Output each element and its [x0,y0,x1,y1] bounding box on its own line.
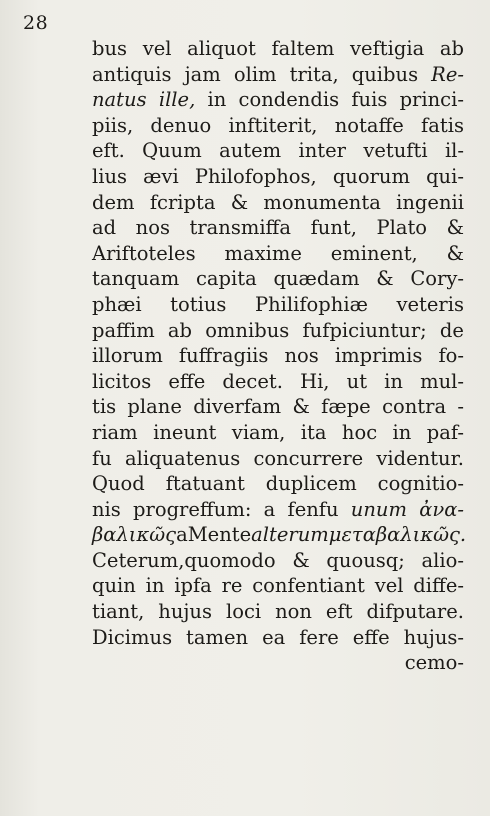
word: vel [142,37,172,60]
word: ita [300,420,327,444]
word: ad [92,216,117,240]
word: maxime [224,241,302,265]
word: Quod [92,472,145,496]
word: de [439,318,464,342]
word: eminent, [330,241,418,265]
word: in [384,369,403,393]
word: paf- [426,420,464,444]
word: concurrere [253,446,364,470]
word: ut [346,369,368,393]
word: unum [350,497,407,521]
word: ineunt [153,420,217,444]
text-line [92,62,464,88]
text-line [92,573,464,599]
word: ftatuant [165,472,245,496]
word: licitos [92,369,152,393]
text-line [92,138,464,164]
word: a [176,523,188,547]
word: progreffum: [133,497,252,521]
word: inftiterit, [228,113,318,137]
word: ἀνα- [419,497,464,521]
word: & [446,241,464,265]
word: ea [262,625,286,649]
word: duplicem [265,472,357,496]
word: totius [170,292,227,316]
word: tiant, [92,600,145,624]
word: a [263,497,276,521]
text-line [92,394,464,420]
word: denuo [150,113,212,137]
word: princi- [399,88,464,112]
word: decet. [222,369,283,393]
word: loci [225,600,262,624]
word: & [292,548,310,572]
word: veteris [396,292,464,316]
word: Ceterum,quomodo [92,548,276,572]
text-line [92,241,464,267]
word: - [457,395,464,419]
text-line [92,164,464,190]
word: βαλικῶς [92,523,177,547]
word: nos [284,344,319,368]
word: lius [92,164,128,188]
word: bus [92,37,128,60]
word: condendis [238,88,340,112]
word: in [207,88,227,112]
word: fuffragiis [178,344,269,368]
word: in [145,574,165,598]
word: & [376,267,394,291]
word: autem [219,139,282,163]
word: difputare. [366,600,464,624]
word: ab [439,37,464,60]
word: notaffe [334,113,404,137]
word: re [221,574,243,598]
text-block [92,36,467,676]
word: ævi [143,164,179,188]
word: Quum [142,139,202,163]
word: tis [92,395,117,419]
text-line [92,522,467,548]
text-line [92,548,464,574]
word: cognitio- [377,472,464,496]
word: diverfam [193,395,282,419]
word: tanquam [92,267,180,291]
word: vetufti [363,139,428,163]
word: effe [168,369,206,393]
text-line [92,650,464,676]
word: alterum [251,523,329,547]
word: quin [92,574,136,598]
word: effe [352,625,390,649]
word: hujus [158,600,212,624]
word: Re- [431,62,464,86]
word: veftigia [350,37,425,60]
word: ille, [158,88,196,112]
word: trita, [289,62,339,86]
word: riam [92,420,138,444]
word: videntur. [376,446,464,470]
word: fere [299,625,339,649]
word: il- [444,139,464,163]
word: monumenta [263,190,381,214]
word: aliquot [187,37,256,60]
word: funt, [310,216,357,240]
word: paffim [92,318,155,342]
word: ab [167,318,192,342]
word: Mente [187,523,252,547]
word: dem [92,190,135,214]
word: Hi, [300,369,330,393]
word: plane [127,395,182,419]
word: inter [298,139,346,163]
word: ingenii [396,190,464,214]
text-line [92,292,464,318]
word: tamen [186,625,249,649]
word: nis [92,497,121,521]
word: Philofophos, [194,164,317,188]
word: hoc [341,420,378,444]
text-line [92,215,464,241]
word: fu [92,446,112,470]
word: diffe- [413,574,464,598]
word: piis, [92,113,134,137]
text-line [92,343,464,369]
word: qui- [426,164,464,188]
word: Ariftoteles [92,241,196,265]
text-line [92,87,464,113]
word: contra [382,395,447,419]
word: alio- [421,548,464,572]
word: viam, [231,420,286,444]
word: quædam [273,267,360,291]
text-line [92,318,464,344]
text-line [92,369,464,395]
word: Cory- [410,267,464,291]
page-number: 28 [23,12,49,34]
word: illorum [92,344,163,368]
word: fatis [421,113,464,137]
word: confentiant [252,574,365,598]
word: phæi [92,292,142,316]
word: imprimis [334,344,423,368]
word: hujus- [403,625,464,649]
word: ipfa [174,574,212,598]
word: nos [135,216,170,240]
word: antiquis [92,62,172,86]
word: & [292,395,310,419]
word: quorum [332,164,410,188]
word: natus [92,88,147,112]
word: fæpe [321,395,371,419]
word: quibus [351,62,419,86]
word: aliquatenus [124,446,241,470]
word: mul- [420,369,464,393]
word: fenfu [287,497,339,521]
text-line [92,190,464,216]
word: fufpiciuntur; [302,318,427,342]
word: & [446,216,464,240]
word: fcripta [149,190,216,214]
word: vel [374,574,404,598]
word: Plato [376,216,428,240]
word: Dicimus [92,625,173,649]
word: eft [325,600,353,624]
word: faltem [271,37,335,60]
text-line [92,36,464,62]
word: in [392,420,412,444]
text-line [92,420,464,446]
word: non [275,600,312,624]
word: & [230,190,249,214]
text-line [92,497,464,523]
word: Philifophiæ [254,292,368,316]
word: transmiffa [189,216,292,240]
word: eft. [92,139,125,163]
word: jam [184,62,221,86]
word: capita [195,267,257,291]
word: olim [233,62,277,86]
text-line [92,266,464,292]
text-line [92,113,464,139]
text-line [92,599,464,625]
text-line [92,625,464,651]
text-line [92,471,464,497]
word: fo- [438,344,464,368]
word: fuis [351,88,388,112]
word: cemo- [404,651,464,675]
word: μεταβαλικῶς. [328,523,467,547]
text-line [92,446,464,472]
word: quousq; [326,548,405,572]
word: omnibus [205,318,290,342]
